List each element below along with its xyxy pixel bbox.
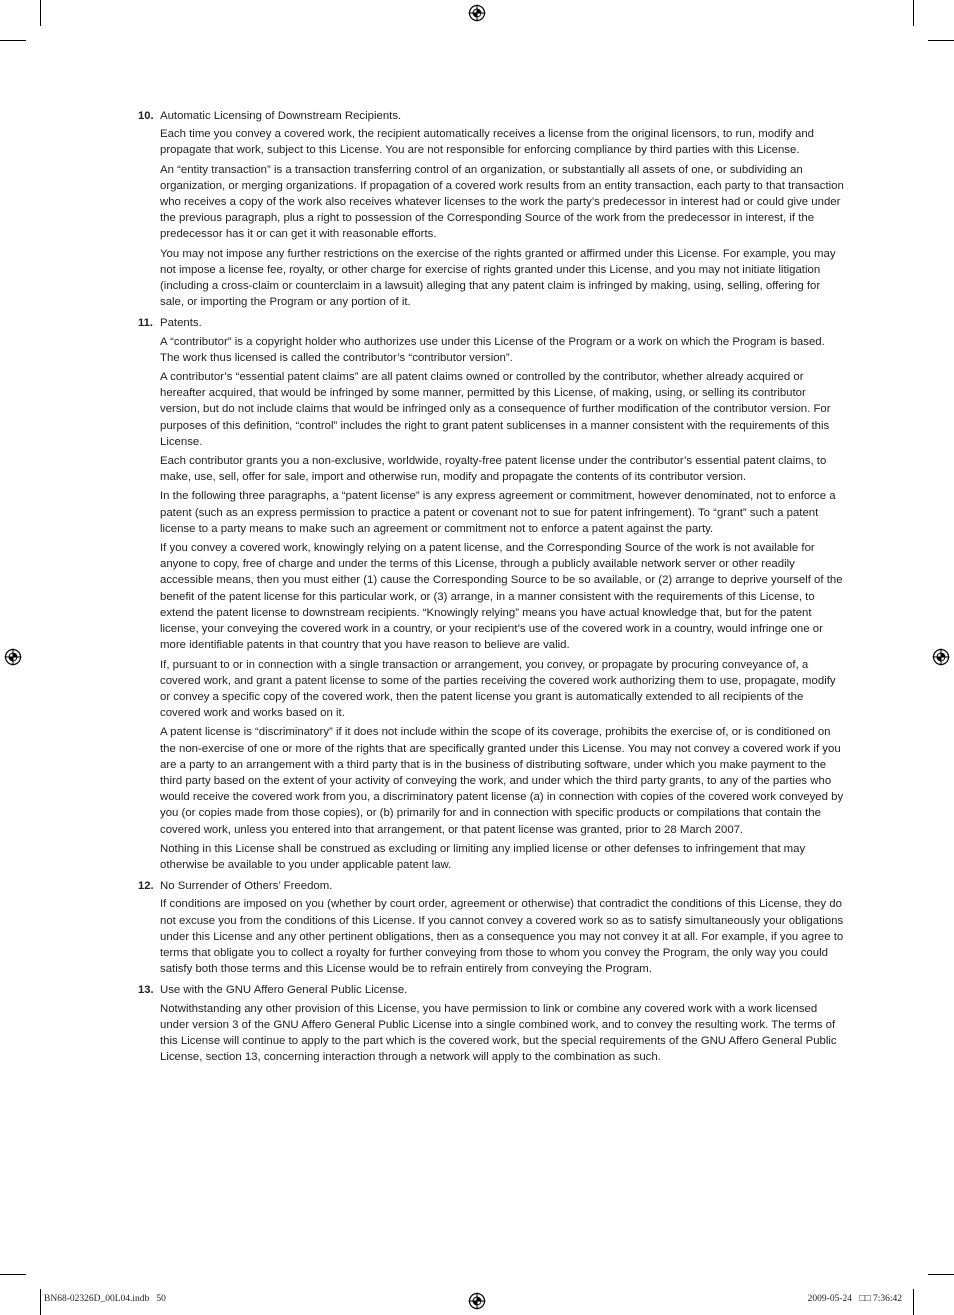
paragraph: If you convey a covered work, knowingly relying on a patent license, and the Corresponding Source of the work is not available for anyone to copy, free of charge and under the terms of this License, through a publicly available network server or other readily accessible means, then you must either (1) cause the Corresponding Source to be so available, or (2) arrange to deprive yourself of the benefit of the patent license for this particular work, or (3) arrange, in a manner consistent with the requirements of this License, to extend the patent license to downstream recipients. “Knowingly relying” means you have actual knowledge that, but for the patent license, your conveying the covered work in a country, or your recipient’s use of the covered work in a country, would infringe one or more identifiable patents in that country that you have reason to believe are valid. bbox=[160, 542, 843, 652]
crop-mark-bottom-left-vertical bbox=[40, 1289, 41, 1315]
crop-mark-top-left-horizontal bbox=[0, 40, 26, 41]
license-text-body bbox=[136, 108, 844, 1070]
registration-mark-icon bbox=[468, 4, 486, 22]
crop-mark-bottom-right-horizontal bbox=[928, 1274, 954, 1275]
section-heading: Patents. bbox=[160, 317, 202, 330]
paragraph: In the following three paragraphs, a “patent license” is any express agreement or commitment, however denominated, not to enforce a patent (such as an express permission to practice a patent or covenant not to sue for patent infringement). To “grant” such a patent license to a party means to make such an agreement or commitment not to enforce a patent against the party. bbox=[160, 490, 836, 535]
footer-file-label: BN68-02326D_00L04.indb 50 bbox=[44, 1294, 166, 1304]
registration-mark-icon bbox=[932, 648, 950, 666]
paragraph: You may not impose any further restrictions on the exercise of the rights granted or affirmed under this License. For example, you may not impose a license fee, royalty, or other charge for exercise of rights granted under this License, and you may not initiate litigation (including a cross-claim or counterclaim in a lawsuit) alleging that any patent claim is infringed by making, using, selling, offering for sale, or importing the Program or any portion of it. bbox=[160, 247, 836, 309]
footer-timestamp: 2009-05-24 □□ 7:36:42 bbox=[807, 1294, 902, 1304]
section-heading: Automatic Licensing of Downstream Recipients. bbox=[160, 110, 402, 122]
paragraph: Each time you convey a covered work, the recipient automatically receives a license from the original licensors, to run, modify and propagate that work, subject to this License. You are not responsible for enforcing compliance by third parties with this License. bbox=[160, 128, 815, 157]
section-10 bbox=[136, 108, 844, 310]
section-heading: No Surrender of Others’ Freedom. bbox=[160, 880, 333, 893]
registration-mark-icon bbox=[4, 648, 22, 666]
crop-mark-bottom-right-vertical bbox=[913, 1289, 914, 1315]
section-number: 11. bbox=[138, 317, 153, 330]
paragraph: A patent license is “discriminatory” if it does not include within the scope of its coverage, prohibits the exercise of, or is conditioned on the non-exercise of one or more of the rights that are specifically granted under this License. You may not convey a covered work if you are a party to an arrangement with a third party that is in the business of distributing software, under which you make payment to the third party based on the extent of your activity of conveying the work, and under which the third party grants, to any of the parties who would receive the covered work from you, a discriminatory patent license (a) in connection with copies of the covered work conveyed by you (or copies made from those copies), or (b) primarily for and in connection with specific products or compilations that contain the covered work, unless you entered into that arrangement, or that patent license was granted, prior to 28 March 2007. bbox=[160, 726, 844, 836]
section-number: 10. bbox=[138, 110, 154, 122]
paragraph: If conditions are imposed on you (whether by court order, agreement or otherwise) that contradict the conditions of this License, they do not excuse you from the conditions of this License. If you cannot convey a covered work so as to satisfy simultaneously your obligations under this License and any other pertinent obligations, then as a consequence you may not convey it at all. For example, if you agree to terms that obligate you to collect a royalty for further conveying from those to whom you convey the Program, the only way you could satisfy both those terms and this License would be to refrain entirely from conveying the Program. bbox=[160, 898, 844, 976]
registration-mark-icon bbox=[468, 1292, 486, 1310]
crop-mark-bottom-left-horizontal bbox=[0, 1274, 26, 1275]
paragraph: An “entity transaction” is a transaction transferring control of an organization, or substantially all assets of one, or subdividing an organization, or merging organizations. If propagation of a covered work results from an entity transaction, each party to that transaction who receives a copy of the work also receives whatever licenses to the work the party’s predecessor in interest had or could give under the previous paragraph, plus a right to possession of the Corresponding Source of the work from the predecessor in interest, if the predecessor has it or can get it with reasonable efforts. bbox=[160, 163, 844, 241]
section-12 bbox=[136, 878, 844, 977]
section-11 bbox=[136, 315, 844, 873]
crop-mark-top-right-horizontal bbox=[928, 40, 954, 41]
paragraph: Each contributor grants you a non-exclusive, worldwide, royalty-free patent license under the contributor’s essential patent claims, to make, use, sell, offer for sale, import and otherwise run, modify and propagate the contents of its contributor version. bbox=[160, 455, 827, 484]
crop-mark-top-right-vertical bbox=[913, 0, 914, 26]
section-13 bbox=[136, 982, 844, 1065]
section-heading: Use with the GNU Affero General Public License. bbox=[160, 984, 408, 997]
section-number: 13. bbox=[138, 984, 154, 997]
section-number: 12. bbox=[138, 880, 154, 893]
paragraph: A contributor’s “essential patent claims” are all patent claims owned or controlled by the contributor, whether already acquired or hereafter acquired, that would be infringed by some manner, permitted by this License, of making, using, or selling its contributor version, but do not include claims that would be infringed only as a consequence of further modification of the contributor version. For purposes of this definition, “control” includes the right to grant patent sublicenses in a manner consistent with the requirements of this License. bbox=[160, 371, 831, 448]
paragraph: Notwithstanding any other provision of this License, you have permission to link or combine any covered work with a work licensed under version 3 of the GNU Affero General Public License into a single combined work, and to convey the resulting work. The terms of this License will continue to apply to the part which is the covered work, but the special requirements of the GNU Affero General Public License, section 13, concerning interaction through a network will apply to the combination as such. bbox=[160, 1002, 837, 1064]
paragraph: A “contributor” is a copyright holder who authorizes use under this License of the Program or a work on which the Program is based. The work thus licensed is called the contributor’s “contributor version”. bbox=[160, 335, 825, 364]
crop-mark-top-left-vertical bbox=[40, 0, 41, 26]
paragraph: Nothing in this License shall be construed as excluding or limiting any implied license or other defenses to infringement that may otherwise be available to you under applicable patent law. bbox=[160, 842, 806, 871]
paragraph: If, pursuant to or in connection with a single transaction or arrangement, you convey, or propagate by procuring conveyance of, a covered work, and grant a patent license to some of the parties receiving the covered work authorizing them to use, propagate, modify or convey a specific copy of the covered work, then the patent license you grant is automatically extended to all recipients of the covered work and works based on it. bbox=[160, 658, 836, 720]
